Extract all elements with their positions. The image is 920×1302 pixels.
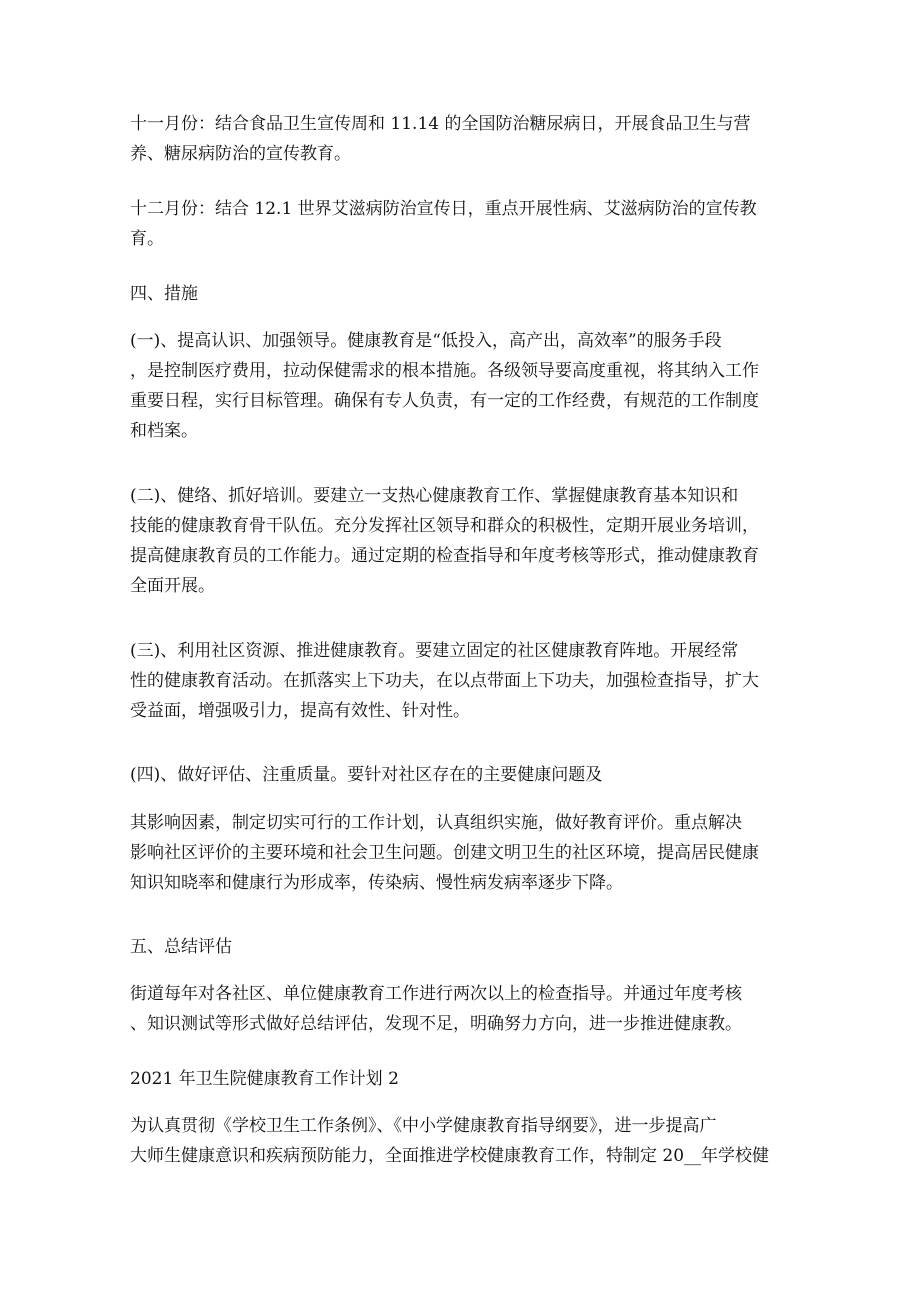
text-line: 受益面，增强吸引力，提高有效性、针对性。 [130, 701, 470, 721]
text-line: 技能的健康教育骨干队伍。充分发挥社区领导和群众的积极性，定期开展业务培训， [130, 516, 759, 536]
paragraph-measure-4 [116, 760, 806, 790]
text-line: 、知识测试等形式做好总结评估，发现不足，明确努力方向，进一步推进健康教。 [130, 1014, 742, 1034]
text-line: 四、措施 [130, 284, 198, 304]
text-line: 提高健康教育员的工作能力。通过定期的检查指导和年度考核等形式，推动健康教育 [130, 546, 759, 566]
text-line: 全面开展。 [130, 576, 215, 596]
text-line: 其影响因素，制定切实可行的工作计划，认真组织实施，做好教育评价。重点解决 [130, 813, 742, 833]
paragraph-plan-intro [116, 1111, 806, 1171]
text-line: 知识知晓率和健康行为形成率，传染病、慢性病发病率逐步下降。 [130, 873, 623, 893]
text-line: 影响社区评价的主要环境和社会卫生问题。创建文明卫生的社区环境，提高居民健康 [130, 843, 759, 863]
text-line: 养、糖尿病防治的宣传教育。 [130, 144, 351, 164]
text-line: 五、总结评估 [130, 937, 232, 957]
paragraph-november [116, 109, 806, 169]
paragraph-measure-2 [116, 481, 806, 601]
text-line: 2021 年卫生院健康教育工作计划 2 [130, 1069, 399, 1089]
paragraph-evaluation [116, 979, 806, 1039]
text-line: 重要日程，实行目标管理。确保有专人负责，有一定的工作经费，有规范的工作制度 [130, 391, 759, 411]
paragraph-measure-3 [116, 636, 806, 726]
text-line: 十一月份：结合食品卫生宣传周和 11.14 的全国防治糖尿病日，开展食品卫生与营 [130, 114, 751, 134]
text-line: (四)、做好评估、注重质量。要针对社区存在的主要健康问题及 [130, 765, 603, 785]
text-line: (二)、健络、抓好培训。要建立一支热心健康教育工作、掌握健康教育基本知识和 [130, 486, 739, 506]
text-line: ，是控制医疗费用，拉动保健需求的根本措施。各级领导要高度重视，将其纳入工作 [130, 361, 759, 381]
section-heading-evaluation [116, 932, 806, 962]
paragraph-measure-1 [116, 326, 806, 446]
text-line: 大师生健康意识和疾病预防能力，全面推进学校健康教育工作，特制定 20__年学校健 [130, 1146, 770, 1166]
text-line: 性的健康教育活动。在抓落实上下功夫，在以点带面上下功夫，加强检查指导，扩大 [130, 671, 759, 691]
text-line: 育。 [130, 229, 164, 249]
text-line: 为认真贯彻《学校卫生工作条例》、《中小学健康教育指导纲要》，进一步提高广 [130, 1116, 717, 1136]
plan-title [116, 1064, 806, 1094]
text-line: (一)、提高认识、加强领导。健康教育是“低投入，高产出，高效率”的服务手段 [130, 331, 722, 351]
section-heading-measures [116, 279, 806, 309]
paragraph-measure-4-continued [116, 808, 806, 898]
paragraph-december [116, 194, 806, 254]
text-line: 十二月份：结合 12.1 世界艾滋病防治宣传日，重点开展性病、艾滋病防治的宣传教 [130, 199, 757, 219]
text-line: 街道每年对各社区、单位健康教育工作进行两次以上的检查指导。并通过年度考核 [130, 984, 742, 1004]
text-line: (三)、利用社区资源、推进健康教育。要建立固定的社区健康教育阵地。开展经常 [130, 641, 739, 661]
text-line: 和档案。 [130, 421, 198, 441]
